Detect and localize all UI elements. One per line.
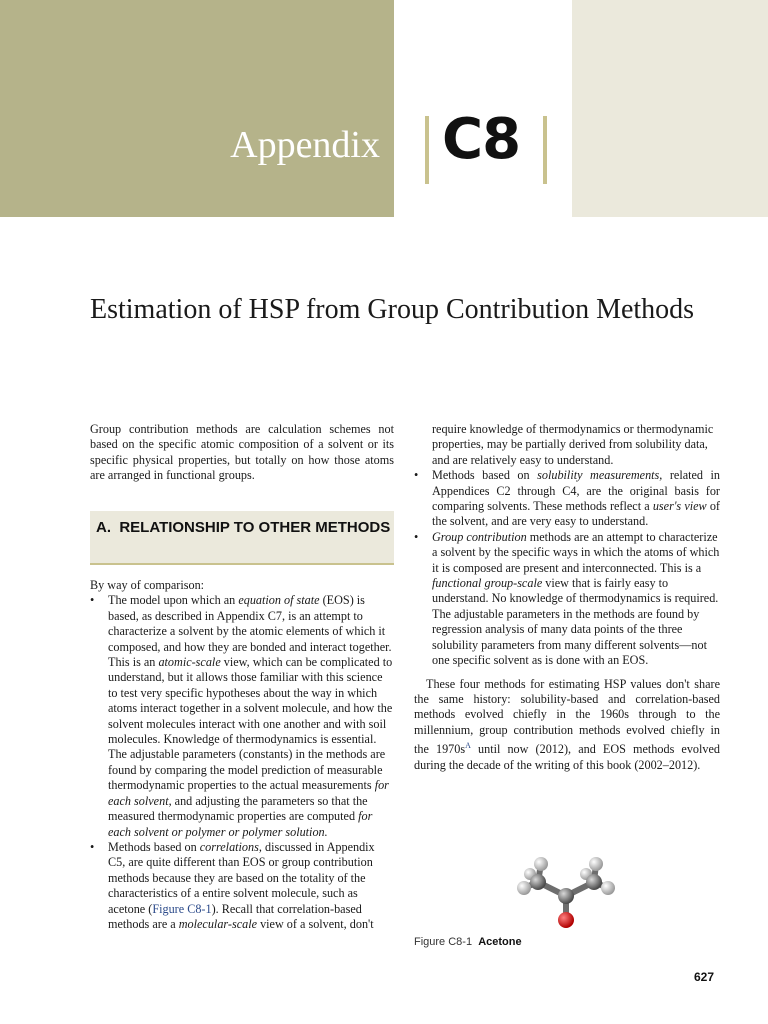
left-divider-bar [425, 116, 429, 184]
page-number: 627 [694, 970, 715, 984]
list-item: • Methods based on solubility measurements, related in Appendices C2 through C4, are the original basis for comparing solvents. These methods reflect a user's view of the solvent, and are very easy to understand. [414, 468, 721, 529]
figure-link[interactable]: Figure C8-1 [152, 901, 212, 916]
figure-caption [414, 936, 522, 948]
page-title: Estimation of HSP from Group Contribution Methods [90, 294, 695, 325]
right-column-body [414, 422, 720, 773]
left-column-body [90, 578, 394, 932]
list-item: • Group contribution methods are an attempt to characterize a solvent by the specific ways in which the atoms of which it is composed are present and interconnected. This is a functional group-scale view that is fairly easy to understand. No knowledge of thermodynamics is required. The adjustable parameters in the methods are found by regression analysis of many data points of the three solubility parameters from many different solvents—not one specific solvent as is done with an EOS. [414, 529, 720, 668]
footnote-marker[interactable]: A [465, 741, 471, 751]
methods-list-right [414, 468, 720, 668]
list-item-continuation: require knowledge of thermodynamics or thermodynamic properties, may be partially derived from solubility data, and are relatively easy to understand. [432, 422, 714, 467]
closing-paragraph: These four methods for estimating HSP values don't share the same history: solubility-based and correlation-based methods evolved chiefly in the 1960s through to the millennium, group contribution methods evolved chiefly in the $1970s^A$ until now (2012), and EOS methods evolved during the decade of the writing of this book (2002–2012). [414, 676, 721, 772]
section-heading [96, 517, 390, 538]
list-item: • Methods based on correlations, discussed in Appendix C5, are quite different than EOS or group contribution methods because they are based on the totality of the characteristics of a entire solvent molecule, such as acetone (Figure C8-1). Recall that correlation-based methods are a molecular-scale view of a solvent, don't [90, 839, 375, 931]
figure-label: Figure C8-1 [414, 936, 473, 948]
comparison-intro: By way of comparison: [90, 578, 205, 592]
section-heading-box [90, 511, 394, 565]
figure-name: Acetone [478, 936, 522, 948]
acetone-molecule-image [508, 852, 628, 932]
intro-text: Group contribution methods are calculation schemes not based on the specific atomic composition of a solvent or its specific physical properties, but totally on how those atoms are arranged in functional groups. [90, 422, 394, 483]
header-light-band [572, 0, 768, 217]
section-heading-text: RELATIONSHIP TO OTHER METHODS [119, 519, 391, 536]
intro-paragraph [90, 422, 394, 484]
chapter-number: C8 [442, 107, 521, 172]
list-item: • The model upon which an equation of state (EOS) is based, as described in Appendix C7, is an attempt to characterize a solvent by the atomic elements of which it composed, and how they are bonded and interact together. This is an atomic-scale view, which can be complicated to understand, but it allows those familiar with this science to test very specific hypotheses about the way in which atoms interact together in a solvent molecule, and how the solvent molecules interact with one another and with soil molecules. Knowledge of thermodynamics is essential. The adjustable parameters (constants) in the methods are found by comparing the model prediction of measurable thermodynamic properties to the actual measurements for each solvent, and adjusting the parameters so that the measured thermodynamic properties are computed for each solvent or polymer or polymer solution. [90, 593, 393, 839]
right-divider-bar [543, 116, 547, 184]
methods-list-left [90, 593, 394, 932]
appendix-label: Appendix [230, 124, 380, 166]
header-band [0, 0, 394, 217]
section-letter: A. [96, 519, 111, 536]
